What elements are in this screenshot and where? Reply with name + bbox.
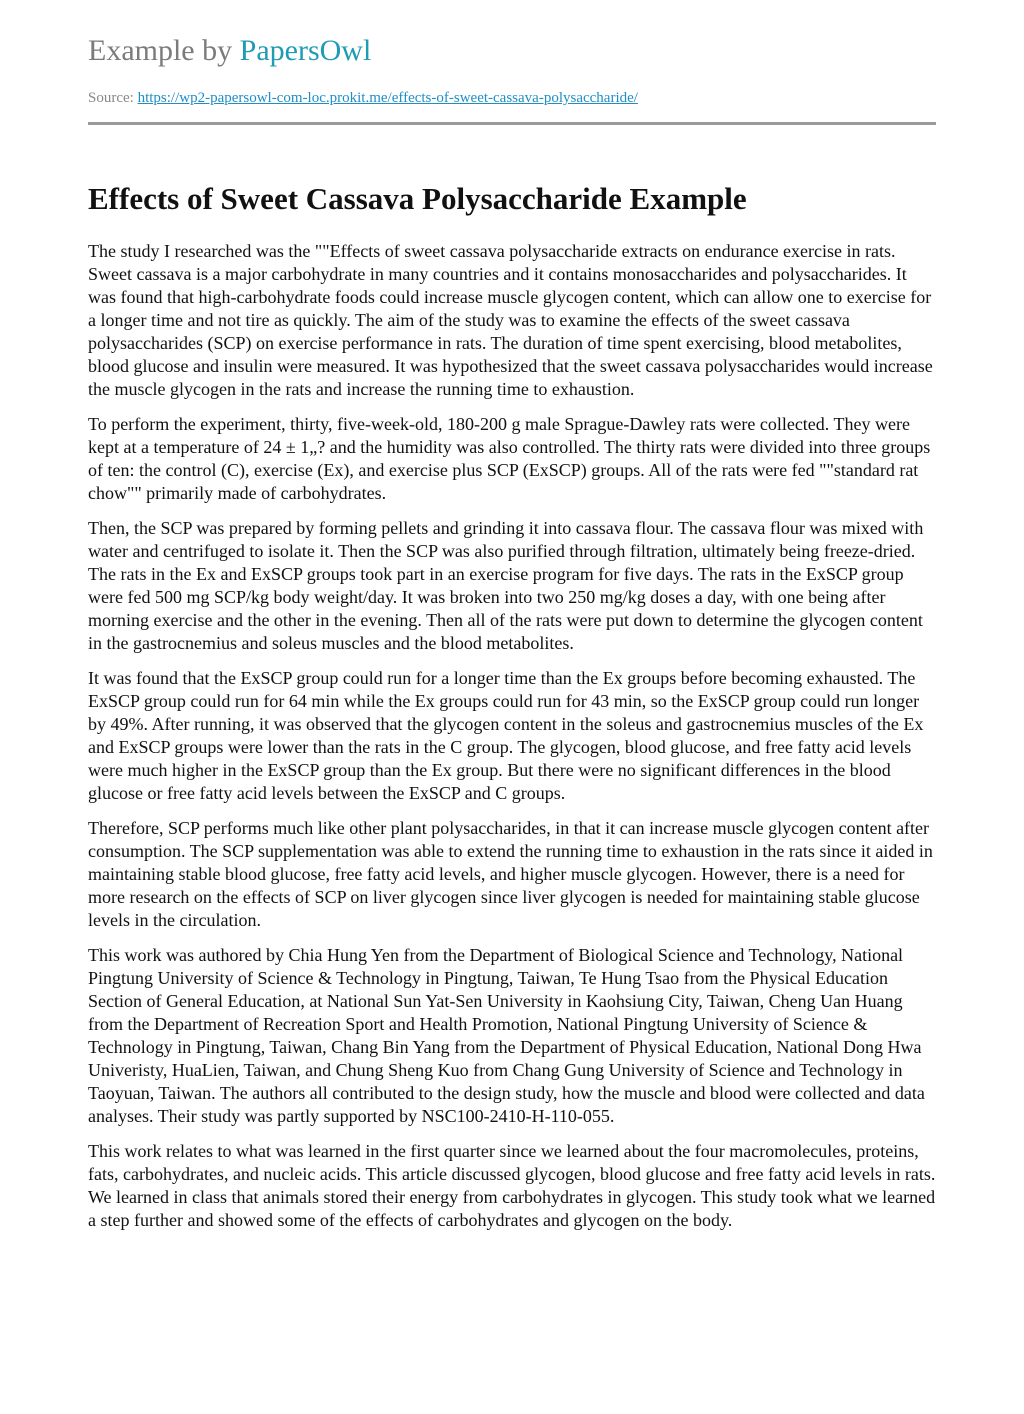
- paragraph: It was found that the ExSCP group could run for a longer time than the Ex groups before becoming exhausted. The ExSCP group could run for 64 min while the Ex groups could run for 43 min, so the ExSCP group could run longer by 49%. After running, it was observed that the glycogen content in the soleus and gastrocnemius muscles of the Ex and ExSCP groups were lower than the rats in the C group. The glycogen, blood glucose, and free fatty acid levels were much higher in the ExSCP group than the Ex group. But there were no significant differences in the blood glucose or free fatty acid levels between the ExSCP and C groups.: [88, 668, 924, 803]
- article-body: [88, 240, 936, 1244]
- header-divider: [88, 122, 936, 125]
- paragraph: This work was authored by Chia Hung Yen from the Department of Biological Science and Technology, National Pingtung University of Science & Technology in Pingtung, Taiwan, Te Hung Tsao from the Physical Education Section of General Education, at National Sun Yat-Sen University in Kaohsiung City, Taiwan, Cheng Uan Huang from the Department of Recreation Sport and Health Promotion, National Pingtung University of Science & Technology in Pingtung, Taiwan, Chang Bin Yang from the Department of Physical Education, National Dong Hwa Univeristy, HuaLien, Taiwan, and Chung Sheng Kuo from Chang Gung University of Science and Technology in Taoyuan, Taiwan. The authors all contributed to the design study, how the muscle and blood were collected and data analyses. Their study was partly supported by NSC100-2410-H-110-055.: [88, 945, 925, 1126]
- brand-name: PapersOwl: [239, 34, 372, 67]
- paragraph: To perform the experiment, thirty, five-week-old, 180-200 g male Sprague-Dawley rats were collected. They were kept at a temperature of 24 ± 1„? and the humidity was also controlled. The thirty rats were divided into three groups of ten: the control (C), exercise (Ex), and exercise plus SCP (ExSCP) groups. All of the rats were fed ""standard rat chow"" primarily made of carbohydrates.: [88, 414, 931, 503]
- source-link[interactable]: https://wp2-papersowl-com-loc.prokit.me/effects-of-sweet-cassava-polysaccharide/: [137, 90, 638, 106]
- source-line: [88, 89, 638, 107]
- paragraph: Then, the SCP was prepared by forming pellets and grinding it into cassava flour. The cassava flour was mixed with water and centrifuged to isolate it. Then the SCP was also purified through filtration, ultimately being freeze-dried. The rats in the Ex and ExSCP groups took part in an exercise program for five days. The rats in the ExSCP group were fed 500 mg SCP/kg body weight/day. It was broken into two 250 mg/kg doses a day, with one being after morning exercise and the other in the evening. Then all of the rats were put down to determine the glycogen content in the gastrocnemius and soleus muscles and the blood metabolites.: [88, 518, 924, 653]
- article-title: Effects of Sweet Cassava Polysaccharide Example: [88, 181, 747, 216]
- paragraph: Therefore, SCP performs much like other plant polysaccharides, in that it can increase muscle glycogen content after consumption. The SCP supplementation was able to extend the running time to exhaustion in the rats since it aided in maintaining stable blood glucose, free fatty acid levels, and higher muscle glycogen. However, there is a need for more research on the effects of SCP on liver glycogen since liver glycogen is needed for maintaining stable glucose levels in the circulation.: [88, 818, 933, 930]
- site-brand[interactable]: [88, 33, 371, 69]
- source-label: Source:: [88, 90, 138, 106]
- brand-prefix: Example by: [88, 34, 240, 67]
- paragraph: The study I researched was the ""Effects of sweet cassava polysaccharide extracts on endurance exercise in rats. Sweet cassava is a major carbohydrate in many countries and it contains monosaccharides and polysaccharides. It was found that high-carbohydrate foods could increase muscle glycogen content, which can allow one to exercise for a longer time and not tire as quickly. The aim of the study was to examine the effects of the sweet cassava polysaccharides (SCP) on exercise performance in rats. The duration of time spent exercising, blood metabolites, blood glucose and insulin were measured. It was hypothesized that the sweet cassava polysaccharides would increase the muscle glycogen in the rats and increase the running time to exhaustion.: [88, 241, 933, 399]
- paragraph: This work relates to what was learned in the first quarter since we learned about the four macromolecules, proteins, fats, carbohydrates, and nucleic acids. This article discussed glycogen, blood glucose and free fatty acid levels in rats. We learned in class that animals stored their energy from carbohydrates in glycogen. This study took what we learned a step further and showed some of the effects of carbohydrates and glycogen on the body.: [88, 1141, 936, 1230]
